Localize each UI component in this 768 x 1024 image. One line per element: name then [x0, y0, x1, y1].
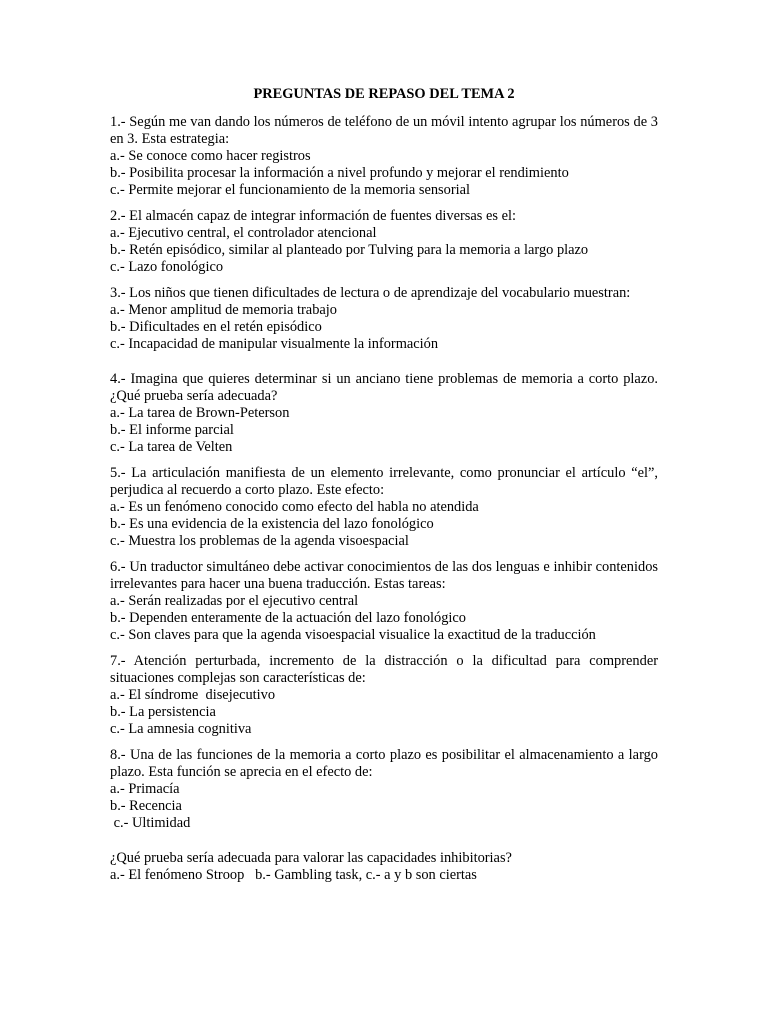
extra-question-options: a.- El fenómeno Stroop b.- Gambling task, c.- a y b son ciertas	[110, 867, 477, 883]
question-2-text: 2.- El almacén capaz de integrar información de fuentes diversas es el:	[110, 208, 516, 224]
question-4-option-b: b.- El informe parcial	[110, 422, 234, 438]
question-7-option-b: b.- La persistencia	[110, 704, 216, 720]
question-5-option-a: a.- Es un fenómeno conocido como efecto del habla no atendida	[110, 499, 479, 515]
question-3-text: 3.- Los niños que tienen dificultades de lectura o de aprendizaje del vocabulario muestran:	[110, 285, 631, 301]
question-2-option-a: a.- Ejecutivo central, el controlador atencional	[110, 225, 377, 241]
question-6-text: 6.- Un traductor simultáneo debe activar conocimientos de las dos lenguas e inhibir contenidos irrelevantes para hacer una buena traducción. Estas tareas:	[110, 559, 658, 592]
question-4-option-a: a.- La tarea de Brown-Peterson	[110, 405, 290, 421]
question-2	[110, 208, 658, 276]
question-1	[110, 114, 658, 199]
question-5-option-c: c.- Muestra los problemas de la agenda visoespacial	[110, 533, 409, 549]
question-2-option-c: c.- Lazo fonológico	[110, 259, 224, 275]
question-8-option-c: c.- Ultimidad	[110, 815, 191, 831]
extra-question	[110, 850, 658, 884]
question-4-text: 4.- Imagina que quieres determinar si un anciano tiene problemas de memoria a corto plazo. ¿Qué prueba sería adecuada?	[110, 371, 658, 404]
question-6	[110, 559, 658, 644]
question-4	[110, 371, 658, 456]
question-7-option-a: a.- El síndrome disejecutivo	[110, 687, 276, 703]
question-6-option-c: c.- Son claves para que la agenda visoespacial visualice la exactitud de la traducción	[110, 627, 596, 643]
question-1-option-b: b.- Posibilita procesar la información a nivel profundo y mejorar el rendimiento	[110, 165, 569, 181]
question-5-option-b: b.- Es una evidencia de la existencia del lazo fonológico	[110, 516, 434, 532]
question-7-text: 7.- Atención perturbada, incremento de la distracción o la dificultad para comprender situaciones complejas son características de:	[110, 653, 658, 686]
question-5-text: 5.- La articulación manifiesta de un elemento irrelevante, como pronunciar el artículo “el”, perjudica al recuerdo a corto plazo. Este efecto:	[110, 465, 658, 498]
page-title: PREGUNTAS DE REPASO DEL TEMA 2	[253, 86, 515, 102]
question-8-text: 8.- Una de las funciones de la memoria a corto plazo es posibilitar el almacenamiento a largo plazo. Esta función se aprecia en el efecto de:	[110, 747, 658, 780]
question-6-option-b: b.- Dependen enteramente de la actuación del lazo fonológico	[110, 610, 467, 626]
extra-question-text: ¿Qué prueba sería adecuada para valorar las capacidades inhibitorias?	[110, 850, 512, 866]
question-8-option-a: a.- Primacía	[110, 781, 180, 797]
question-2-option-b: b.- Retén episódico, similar al planteado por Tulving para la memoria a largo plazo	[110, 242, 589, 258]
question-1-text: 1.- Según me van dando los números de teléfono de un móvil intento agrupar los números de 3 en 3. Esta estrategia:	[110, 114, 658, 147]
question-1-option-a: a.- Se conoce como hacer registros	[110, 148, 311, 164]
question-6-option-a: a.- Serán realizadas por el ejecutivo central	[110, 593, 359, 609]
question-4-option-c: c.- La tarea de Velten	[110, 439, 233, 455]
question-8-option-b: b.- Recencia	[110, 798, 182, 814]
question-3	[110, 285, 658, 353]
question-7-option-c: c.- La amnesia cognitiva	[110, 721, 252, 737]
question-5	[110, 465, 658, 550]
question-8	[110, 747, 658, 832]
question-3-option-a: a.- Menor amplitud de memoria trabajo	[110, 302, 337, 318]
question-1-option-c: c.- Permite mejorar el funcionamiento de la memoria sensorial	[110, 182, 471, 198]
question-3-option-b: b.- Dificultades en el retén episódico	[110, 319, 322, 335]
document-page	[110, 86, 658, 884]
question-3-option-c: c.- Incapacidad de manipular visualmente la información	[110, 336, 439, 352]
question-7	[110, 653, 658, 738]
